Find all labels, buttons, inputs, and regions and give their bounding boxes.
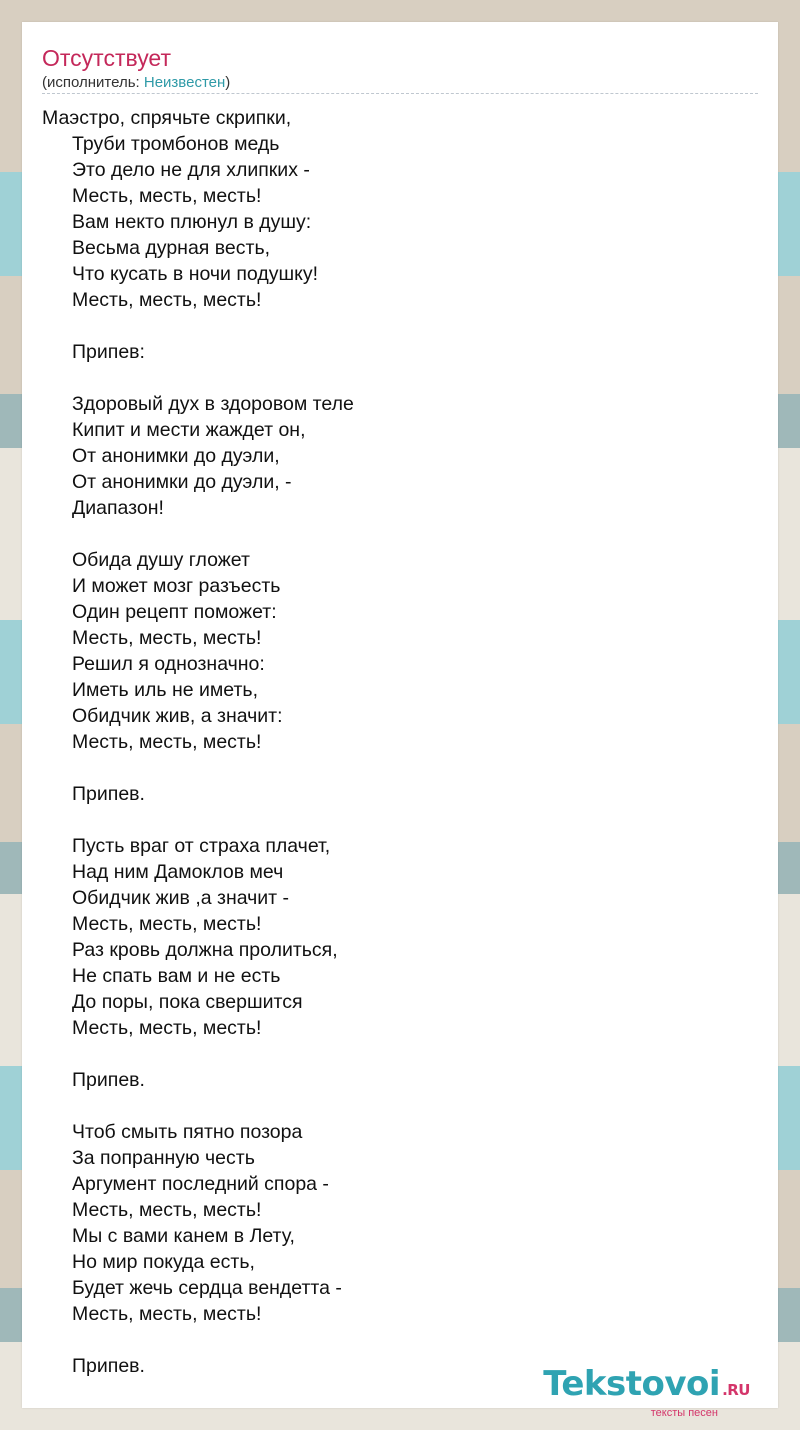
lyric-line: Обидчик жив, а значит: bbox=[72, 705, 283, 727]
lyric-line: Что кусать в ночи подушку! bbox=[72, 263, 319, 285]
lyric-line: Обида душу гложет bbox=[72, 549, 250, 571]
song-title: Отсутствует bbox=[42, 45, 171, 71]
lyric-line: Вам некто плюнул в душу: bbox=[72, 211, 312, 233]
lyric-line: Месть, месть, месть! bbox=[72, 289, 262, 311]
lyric-line bbox=[42, 1041, 758, 1067]
lyric-line: Обидчик жив ,а значит - bbox=[72, 887, 290, 909]
lyric-line: Мы с вами канем в Лету, bbox=[72, 1225, 295, 1247]
lyric-line: И может мозг разъесть bbox=[72, 575, 281, 597]
lyric-line: Месть, месть, месть! bbox=[72, 1017, 262, 1039]
lyrics-text bbox=[42, 105, 758, 1379]
lyric-line bbox=[42, 807, 758, 833]
lyric-line: Месть, месть, месть! bbox=[72, 731, 262, 753]
performer-prefix: (исполнитель: bbox=[42, 74, 144, 91]
site-logo[interactable] bbox=[543, 1364, 750, 1419]
lyric-line: Припев. bbox=[72, 783, 145, 805]
lyric-line bbox=[42, 521, 758, 547]
lyric-line: Чтоб смыть пятно позора bbox=[72, 1121, 303, 1143]
lyric-line: Над ним Дамоклов меч bbox=[72, 861, 284, 883]
lyric-line: Диапазон! bbox=[72, 497, 164, 519]
lyric-line: Месть, месть, месть! bbox=[72, 1303, 262, 1325]
lyric-line: Припев: bbox=[72, 341, 145, 363]
lyric-line: От анонимки до дуэли, bbox=[72, 445, 280, 467]
lyric-line: Месть, месть, месть! bbox=[72, 185, 262, 207]
lyric-line: За попранную честь bbox=[72, 1147, 255, 1169]
lyric-line: Это дело не для хлипких - bbox=[72, 159, 310, 181]
lyric-line: Месть, месть, месть! bbox=[72, 1199, 262, 1221]
logo-tagline: тексты песен bbox=[650, 1407, 718, 1419]
lyric-line: Решил я однозначно: bbox=[72, 653, 265, 675]
lyric-line: Иметь иль не иметь, bbox=[72, 679, 259, 701]
lyric-line: Кипит и мести жаждет он, bbox=[72, 419, 306, 441]
performer-link[interactable]: Неизвестен bbox=[143, 74, 226, 91]
lyric-line: Месть, месть, месть! bbox=[72, 913, 262, 935]
logo-tld: .RU bbox=[722, 1381, 750, 1399]
lyric-line: Аргумент последний спора - bbox=[72, 1173, 329, 1195]
lyric-line: Маэстро, спрячьте скрипки, bbox=[42, 107, 292, 129]
lyric-line: Весьма дурная весть, bbox=[72, 237, 271, 259]
lyric-line: От анонимки до дуэли, - bbox=[72, 471, 292, 493]
lyric-line: Пусть враг от страха плачет, bbox=[72, 835, 331, 857]
lyric-line: Припев. bbox=[72, 1355, 145, 1377]
lyric-line bbox=[42, 365, 758, 391]
lyric-line: Труби тромбонов медь bbox=[72, 133, 280, 155]
lyric-line: Месть, месть, месть! bbox=[72, 627, 262, 649]
lyric-line bbox=[42, 1093, 758, 1119]
lyric-line: Но мир покуда есть, bbox=[72, 1251, 255, 1273]
title-divider bbox=[42, 93, 758, 94]
performer-suffix: ) bbox=[225, 74, 231, 91]
lyric-line: Здоровый дух в здоровом теле bbox=[72, 393, 354, 415]
lyric-line: Припев. bbox=[72, 1069, 145, 1091]
performer-line bbox=[42, 73, 230, 93]
logo-name: Tekstovoi bbox=[543, 1364, 721, 1404]
lyric-line bbox=[42, 313, 758, 339]
lyric-line bbox=[42, 755, 758, 781]
lyric-line bbox=[42, 1327, 758, 1353]
lyric-line: Не спать вам и не есть bbox=[72, 965, 281, 987]
lyrics-card bbox=[22, 22, 778, 1419]
lyric-line: Будет жечь сердца вендетта - bbox=[72, 1277, 342, 1299]
lyric-line: До поры, пока свершится bbox=[72, 991, 303, 1013]
lyric-line: Раз кровь должна пролиться, bbox=[72, 939, 338, 961]
lyric-line: Один рецепт поможет: bbox=[72, 601, 277, 623]
logo-wordmark bbox=[543, 1364, 750, 1407]
